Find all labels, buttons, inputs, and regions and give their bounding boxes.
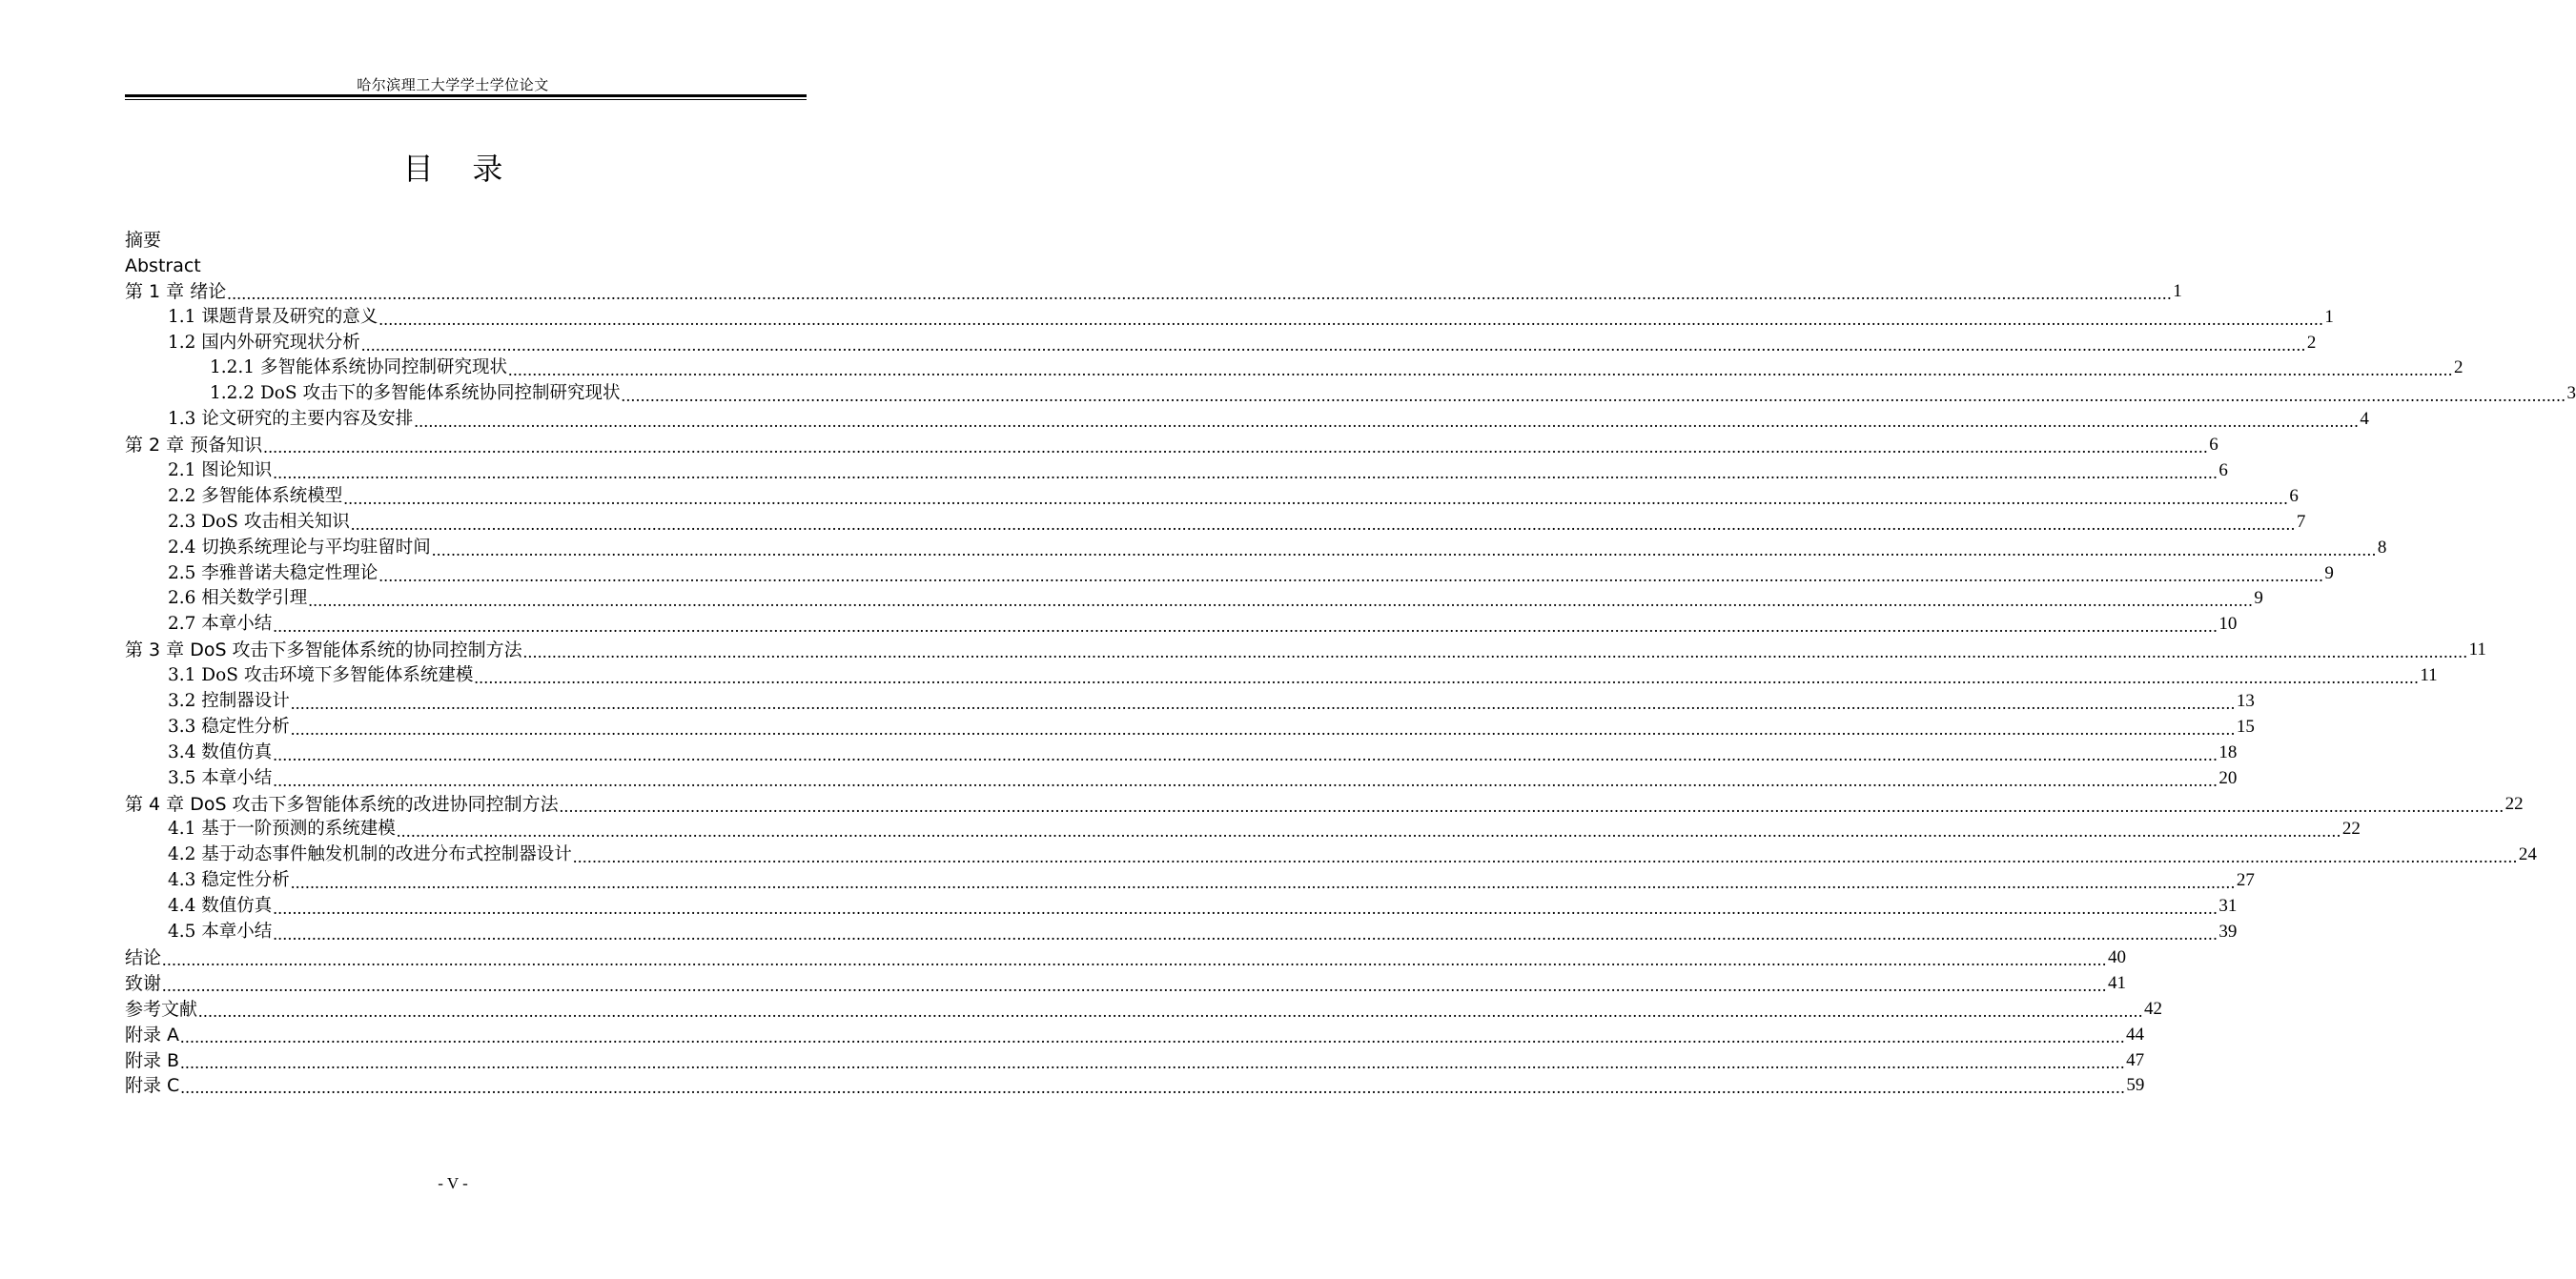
toc-dot-leader: ................................................................................................................................................................................................................................................................................................................................................................................................................ (263, 437, 2209, 457)
toc-entry-label: 3.1 DoS 攻击环境下多智能体系统建模 (168, 665, 474, 686)
toc-entry-label: 4.2 基于动态事件触发机制的改进分布式控制器设计 (168, 844, 572, 865)
toc-entry-label: 第 3 章 DoS 攻击下多智能体系统的协同控制方法 (125, 640, 522, 661)
toc-entry-label: 2.4 切换系统理论与平均驻留时间 (168, 537, 431, 558)
toc-entry-label: 致谢 (125, 972, 162, 994)
toc-entry[interactable] (125, 689, 2255, 715)
toc-entry-label: 4.5 本章小结 (168, 922, 273, 943)
toc-entry-page: 39 (2218, 922, 2238, 943)
toc-entry-page: 44 (2126, 1024, 2145, 1045)
toc-entry-label: 2.7 本章小结 (168, 614, 273, 635)
toc-entry[interactable] (125, 561, 2334, 587)
toc-dot-leader: ................................................................................................................................................................................................................................................................................................................................................................................................................ (273, 924, 2218, 944)
toc-entry-page: 2 (2453, 357, 2464, 378)
toc-entry-label: 1.3 论文研究的主要内容及安排 (168, 409, 414, 430)
running-header: 哈尔滨理工大学学士学位论文 (357, 78, 549, 93)
toc-entry-page: 10 (2218, 614, 2238, 635)
toc-entry-label: 3.5 本章小结 (168, 767, 273, 788)
toc-dot-leader: ................................................................................................................................................................................................................................................................................................................................................................................................................ (227, 283, 2173, 303)
toc-entry[interactable] (125, 920, 2238, 945)
toc-entry[interactable] (125, 510, 2306, 536)
toc-entry-label: 1.2.2 DoS 攻击下的多智能体系统协同控制研究现状 (210, 383, 621, 404)
toc-dot-leader: ................................................................................................................................................................................................................................................................................................................................................................................................................ (273, 899, 2218, 919)
toc-entry-page: 11 (2420, 665, 2438, 686)
toc-entry[interactable] (125, 407, 2369, 433)
toc-entry[interactable] (125, 663, 2438, 689)
toc-entry[interactable] (125, 331, 2317, 356)
toc-entry-page: 3 (2566, 383, 2576, 404)
toc-entry-label: 摘要 (125, 230, 162, 251)
toc-dot-leader: ................................................................................................................................................................................................................................................................................................................................................................................................................ (290, 694, 2236, 714)
toc-entry[interactable] (125, 817, 2361, 843)
toc-entry-page: 24 (2518, 844, 2537, 865)
toc-entry-label: 4.1 基于一阶预测的系统建模 (168, 819, 396, 840)
toc-dot-leader: ................................................................................................................................................................................................................................................................................................................................................................................................................ (507, 360, 2453, 380)
toc-entry-page: 31 (2218, 896, 2238, 917)
toc-entry-page: 13 (2236, 691, 2255, 712)
toc-entry[interactable] (125, 792, 2524, 818)
toc-entry-page: 4 (2360, 409, 2369, 430)
toc-entry-page: 47 (2126, 1049, 2145, 1070)
toc-dot-leader: ................................................................................................................................................................................................................................................................................................................................................................................................................ (273, 463, 2218, 483)
toc-entry-label: 2.5 李雅普诺夫稳定性理论 (168, 562, 378, 583)
toc-entry-page: 6 (2218, 460, 2228, 481)
table-of-contents (125, 228, 2576, 1099)
toc-entry-page: 22 (2504, 793, 2524, 814)
toc-entry-page: 2 (2306, 332, 2317, 353)
toc-entry-page: 41 (2108, 972, 2127, 993)
toc-dot-leader: ................................................................................................................................................................................................................................................................................................................................................................................................................ (343, 488, 2289, 508)
toc-dot-leader: ................................................................................................................................................................................................................................................................................................................................................................................................................ (180, 1078, 2126, 1098)
toc-entry-page: 1 (2324, 306, 2334, 327)
toc-entry[interactable] (125, 305, 2334, 331)
toc-entry[interactable] (125, 971, 2127, 997)
toc-entry[interactable] (125, 843, 2537, 868)
toc-entry[interactable] (125, 894, 2238, 920)
toc-entry-page: 1 (2173, 280, 2182, 301)
toc-entry-label: 附录 A (125, 1024, 180, 1046)
toc-dot-leader: ................................................................................................................................................................................................................................................................................................................................................................................................................ (522, 642, 2468, 662)
toc-dot-leader: ................................................................................................................................................................................................................................................................................................................................................................................................................ (414, 412, 2360, 432)
toc-dot-leader: ................................................................................................................................................................................................................................................................................................................................................................................................................ (180, 1052, 2126, 1072)
toc-dot-leader: ................................................................................................................................................................................................................................................................................................................................................................................................................ (378, 565, 2324, 585)
toc-entry[interactable] (125, 458, 2228, 484)
toc-dot-leader: ................................................................................................................................................................................................................................................................................................................................................................................................................ (290, 873, 2236, 893)
toc-entry[interactable] (125, 484, 2299, 510)
toc-dot-leader: ................................................................................................................................................................................................................................................................................................................................................................................................................ (431, 539, 2377, 559)
header-rule-thin (125, 99, 807, 100)
toc-entry[interactable] (125, 279, 2182, 305)
toc-dot-leader: ................................................................................................................................................................................................................................................................................................................................................................................................................ (162, 949, 2108, 969)
toc-entry-label: 第 1 章 绪论 (125, 280, 227, 302)
toc-entry[interactable] (125, 997, 2163, 1023)
toc-entry-label: 参考文献 (125, 998, 198, 1020)
toc-entry-label: 1.2 国内外研究现状分析 (168, 332, 360, 353)
toc-entry-label: Abstract (125, 254, 201, 276)
toc-entry-label: 附录 C (125, 1075, 180, 1097)
toc-entry[interactable] (125, 1048, 2145, 1074)
toc-entry-page: 7 (2296, 511, 2306, 532)
toc-entry-page: 20 (2218, 767, 2238, 788)
toc-entry-page: 42 (2144, 998, 2163, 1019)
toc-entry[interactable] (125, 741, 2238, 766)
toc-entry-label: 3.4 数值仿真 (168, 741, 273, 762)
toc-entry-label: 3.3 稳定性分析 (168, 716, 290, 737)
toc-entry-label: 2.6 相关数学引理 (168, 588, 308, 609)
toc-entry[interactable] (125, 586, 2263, 612)
toc-entry[interactable] (125, 254, 807, 279)
toc-dot-leader: ................................................................................................................................................................................................................................................................................................................................................................................................................ (559, 796, 2504, 816)
header-rule-thick (125, 94, 807, 97)
toc-dot-leader: ................................................................................................................................................................................................................................................................................................................................................................................................................ (162, 975, 2108, 995)
toc-entry-label: 4.3 稳定性分析 (168, 870, 290, 891)
toc-entry-page: 15 (2236, 716, 2255, 737)
toc-entry-label: 3.2 控制器设计 (168, 691, 290, 712)
toc-dot-leader: ................................................................................................................................................................................................................................................................................................................................................................................................................ (273, 744, 2218, 764)
toc-dot-leader: ................................................................................................................................................................................................................................................................................................................................................................................................................ (378, 309, 2324, 329)
toc-entry-label: 第 4 章 DoS 攻击下多智能体系统的改进协同控制方法 (125, 793, 559, 815)
toc-entry[interactable] (125, 228, 807, 254)
toc-entry-page: 6 (2209, 435, 2218, 456)
toc-entry-label: 4.4 数值仿真 (168, 896, 273, 917)
toc-entry-page: 6 (2289, 485, 2299, 506)
toc-entry-label: 1.2.1 多智能体系统协同控制研究现状 (210, 357, 507, 378)
toc-entry[interactable] (125, 1023, 2145, 1048)
toc-entry[interactable] (125, 945, 2127, 971)
toc-entry-page: 27 (2236, 870, 2255, 891)
page-number: - V - (438, 1174, 468, 1192)
toc-title: 目 录 (402, 151, 503, 187)
toc-entry-page: 40 (2108, 946, 2127, 967)
toc-dot-leader: ................................................................................................................................................................................................................................................................................................................................................................................................................ (621, 386, 2566, 406)
toc-entry-page: 8 (2377, 537, 2387, 558)
toc-entry[interactable] (125, 433, 2218, 458)
toc-dot-leader: ................................................................................................................................................................................................................................................................................................................................................................................................................ (474, 668, 2420, 688)
toc-entry-label: 第 2 章 预备知识 (125, 435, 263, 457)
toc-dot-leader: ................................................................................................................................................................................................................................................................................................................................................................................................................ (273, 770, 2218, 790)
toc-entry-page: 59 (2126, 1075, 2145, 1096)
toc-dot-leader: ................................................................................................................................................................................................................................................................................................................................................................................................................ (290, 719, 2236, 739)
toc-entry-page: 9 (2324, 562, 2334, 583)
toc-entry-label: 2.1 图论知识 (168, 460, 273, 481)
toc-entry[interactable] (125, 355, 2464, 381)
toc-entry-label: 2.2 多智能体系统模型 (168, 485, 343, 506)
toc-dot-leader: ................................................................................................................................................................................................................................................................................................................................................................................................................ (308, 591, 2254, 611)
toc-entry-page: 11 (2468, 640, 2486, 660)
toc-dot-leader: ................................................................................................................................................................................................................................................................................................................................................................................................................ (350, 514, 2296, 534)
toc-entry[interactable] (125, 1073, 2145, 1099)
toc-entry-label: 附录 B (125, 1049, 180, 1071)
toc-entry-page: 22 (2341, 819, 2361, 840)
toc-entry-label: 结论 (125, 946, 162, 968)
toc-entry-label: 1.1 课题背景及研究的意义 (168, 306, 378, 327)
toc-entry[interactable] (125, 868, 2255, 894)
toc-dot-leader: ................................................................................................................................................................................................................................................................................................................................................................................................................ (180, 1026, 2126, 1046)
toc-entry[interactable] (125, 638, 2486, 663)
toc-entry[interactable] (125, 766, 2238, 792)
toc-entry[interactable] (125, 536, 2387, 561)
toc-dot-leader: ................................................................................................................................................................................................................................................................................................................................................................................................................ (360, 335, 2306, 355)
toc-dot-leader: ................................................................................................................................................................................................................................................................................................................................................................................................................ (572, 847, 2518, 867)
toc-dot-leader: ................................................................................................................................................................................................................................................................................................................................................................................................................ (198, 1001, 2144, 1021)
toc-entry-page: 9 (2254, 588, 2263, 609)
toc-entry[interactable] (125, 381, 2576, 407)
toc-entry-label: 2.3 DoS 攻击相关知识 (168, 511, 350, 532)
toc-entry[interactable] (125, 612, 2238, 638)
toc-entry[interactable] (125, 715, 2255, 741)
toc-dot-leader: ................................................................................................................................................................................................................................................................................................................................................................................................................ (396, 822, 2341, 842)
toc-entry-page: 18 (2218, 741, 2238, 762)
toc-dot-leader: ................................................................................................................................................................................................................................................................................................................................................................................................................ (273, 617, 2218, 637)
